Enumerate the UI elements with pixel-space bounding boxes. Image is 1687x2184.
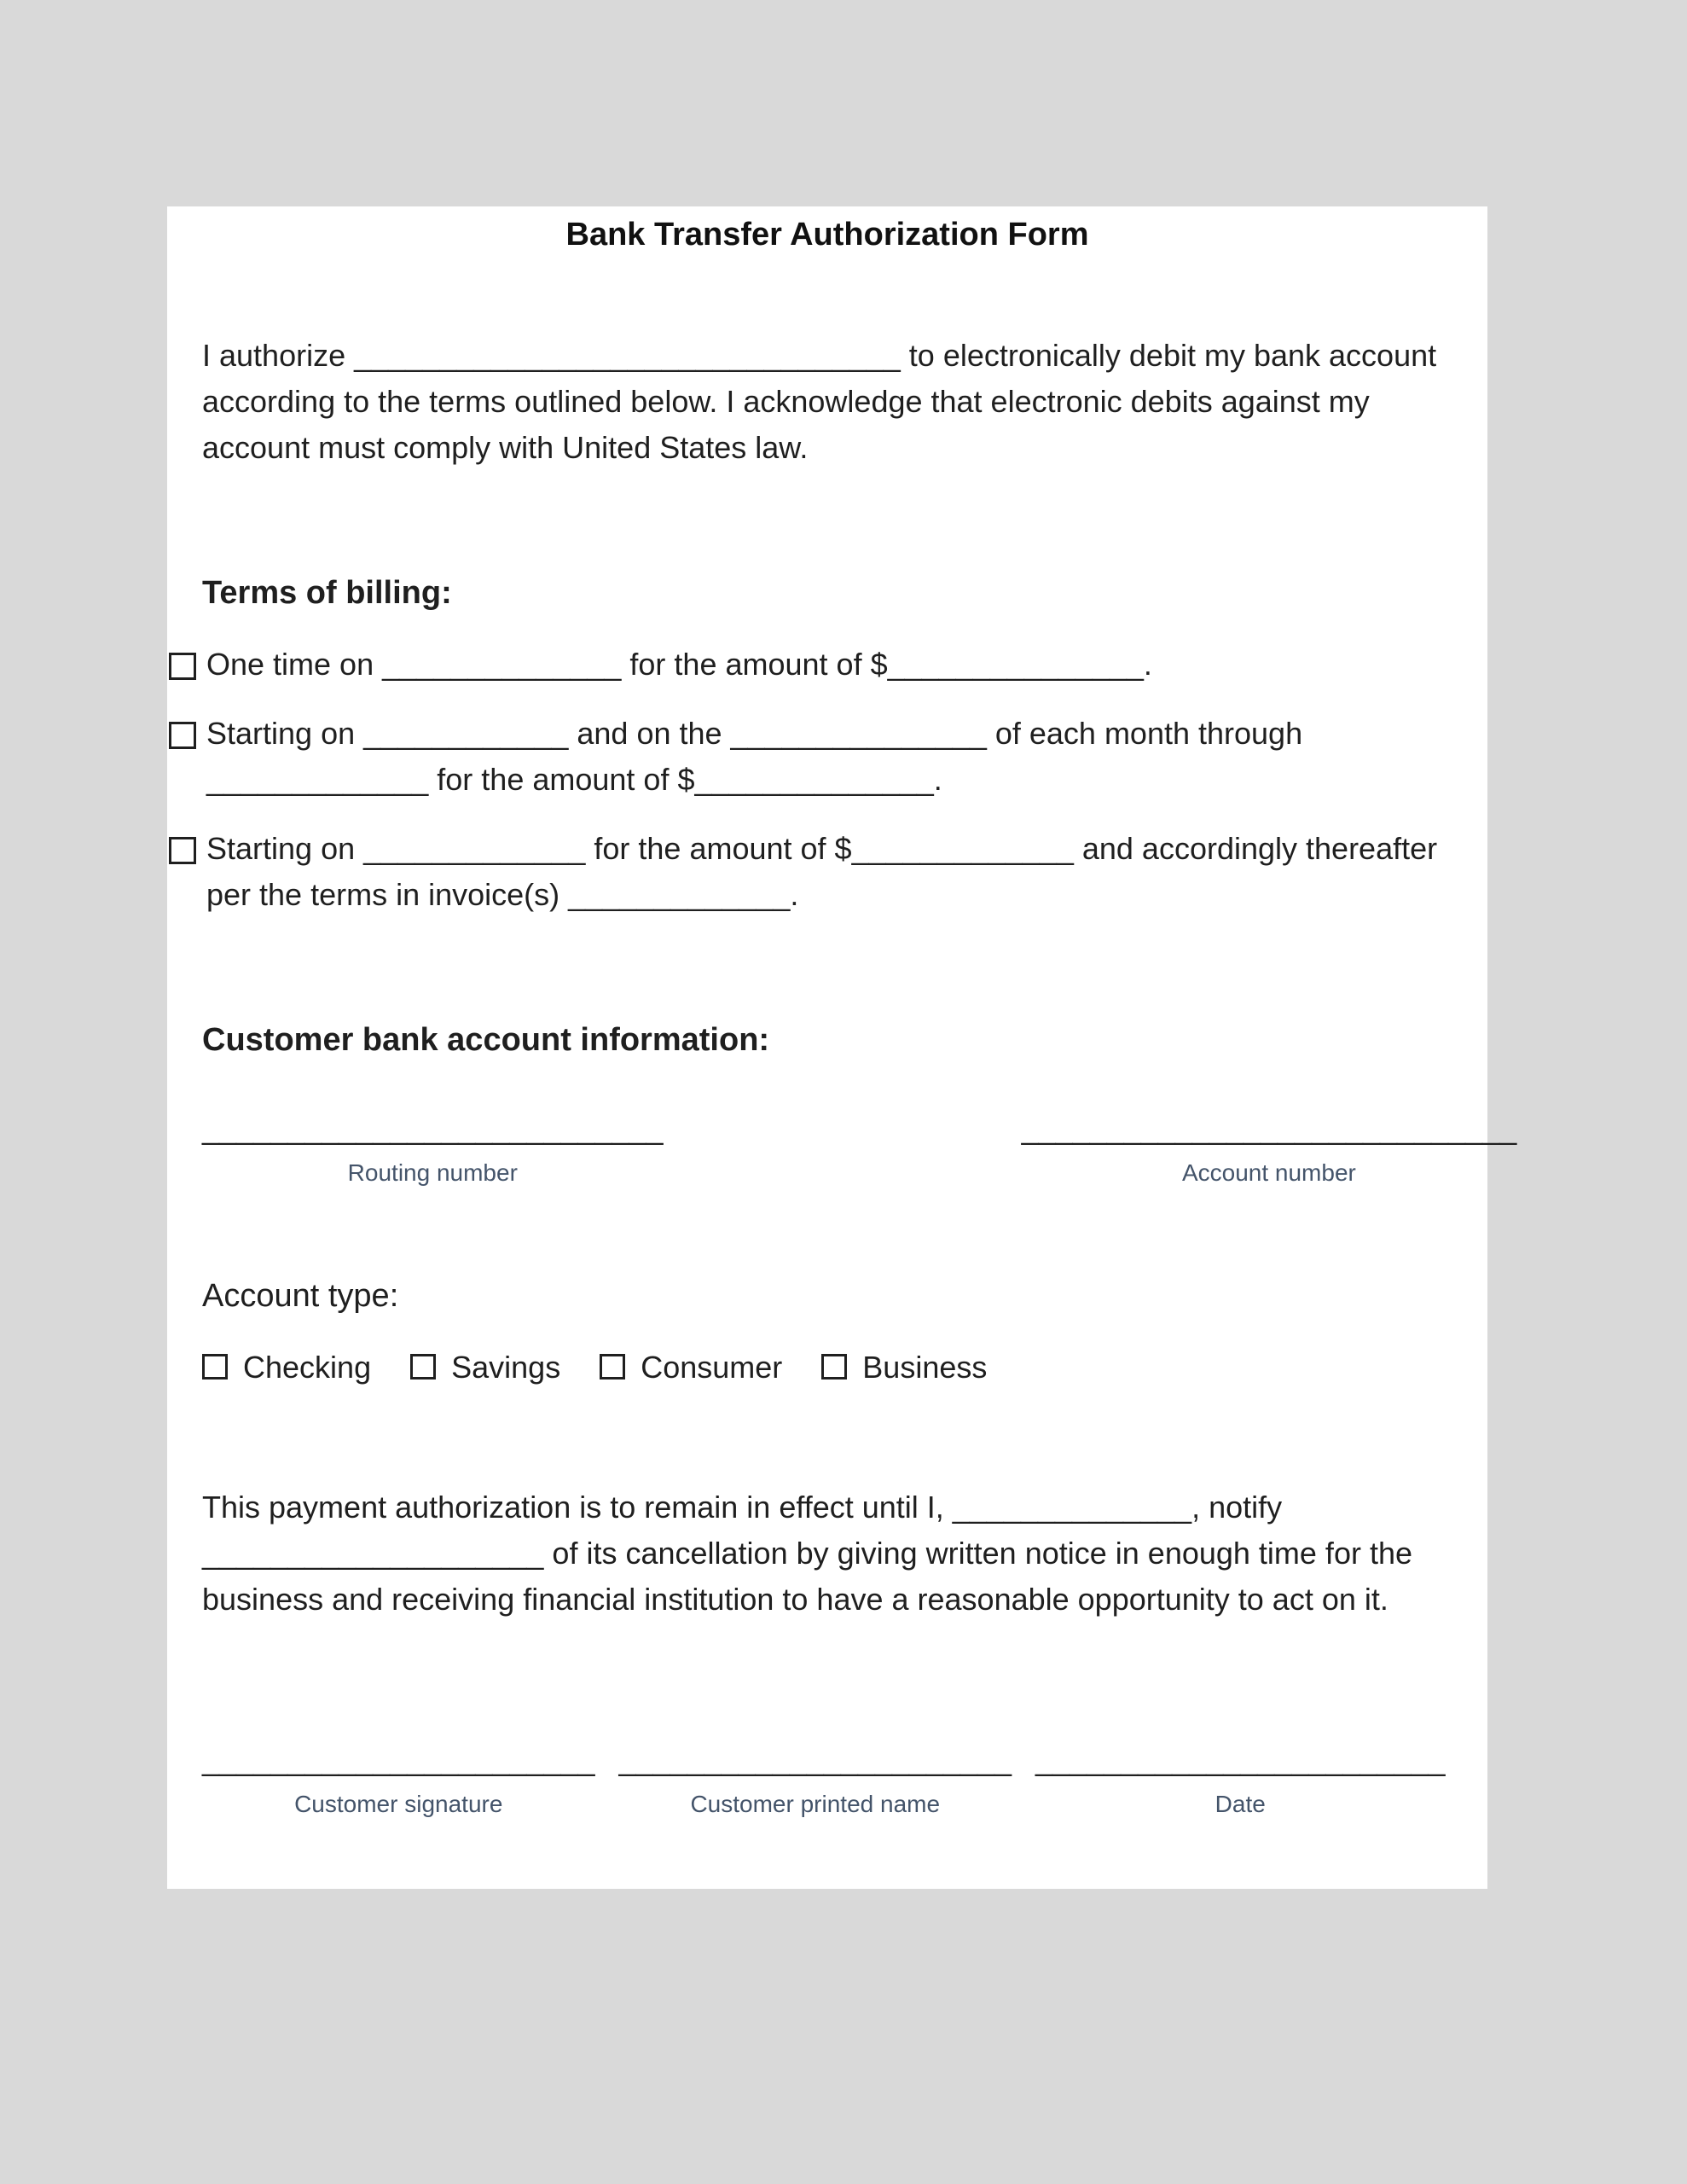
billing-option-monthly (169, 711, 1452, 803)
account-type-heading: Account type: (202, 1278, 399, 1314)
checkbox-icon[interactable] (169, 722, 196, 749)
signature-row (202, 1737, 1452, 1819)
account-type-savings-label: Savings (451, 1350, 561, 1385)
terms-of-billing-heading: Terms of billing: (202, 575, 452, 611)
document-title: Bank Transfer Authorization Form (565, 217, 1089, 253)
billing-option-monthly-text: Starting on ____________ and on the _______________ of each month through _____________ for the amount of $______________. (206, 716, 1303, 797)
account-type-business-label: Business (862, 1350, 988, 1385)
account-type-consumer-label: Consumer (641, 1350, 783, 1385)
customer-printed-name-label: Customer printed name (690, 1791, 941, 1817)
account-type-option-business (821, 1345, 987, 1391)
date-label: Date (1215, 1791, 1266, 1817)
account-type-option-savings (410, 1345, 560, 1391)
account-number-label: Account number (1181, 1159, 1356, 1186)
checkbox-icon[interactable] (202, 1354, 228, 1380)
account-number-blank-line[interactable]: _____________________________ (1021, 1111, 1517, 1146)
checkbox-icon[interactable] (410, 1354, 436, 1380)
billing-option-one-time (169, 642, 1452, 688)
routing-number-field (202, 1106, 664, 1188)
bank-account-info-heading: Customer bank account information: (202, 1022, 770, 1058)
account-type-option-consumer (600, 1345, 782, 1391)
date-field (1035, 1737, 1446, 1819)
routing-number-label: Routing number (347, 1159, 518, 1186)
authorization-intro-paragraph: I authorize ________________________________ to electronically debit my bank account according to the terms outlined below. I acknowledge that electronic debits against my account must comply with United States law. (202, 338, 1437, 465)
customer-signature-label: Customer signature (294, 1791, 503, 1817)
customer-signature-field (202, 1737, 595, 1819)
checkbox-icon[interactable] (821, 1354, 847, 1380)
routing-number-blank-line[interactable]: ___________________________ (202, 1111, 664, 1146)
cancellation-authorization-paragraph: This payment authorization is to remain in effect until I, ______________, notify ____________________ of its cancellation by giving written notice in enough time for the business and receiving financial institution to have a reasonable opportunity to act on it. (202, 1490, 1412, 1617)
account-number-field (1022, 1106, 1517, 1188)
billing-option-per-invoice-text: Starting on _____________ for the amount of $_____________ and accordingly thereafter per the terms in invoice(s) _____________. (206, 831, 1438, 912)
billing-option-per-invoice (169, 826, 1452, 918)
bank-account-blanks-row (202, 1106, 1517, 1188)
checkbox-icon[interactable] (600, 1354, 625, 1380)
billing-options-list (202, 642, 1452, 918)
customer-printed-name-blank-line[interactable]: _______________________ (618, 1742, 1012, 1777)
checkbox-icon[interactable] (169, 837, 196, 864)
document-page (167, 206, 1517, 1889)
billing-option-one-time-text: One time on ______________ for the amount of $_______________. (206, 647, 1152, 682)
date-blank-line[interactable]: ________________________ (1035, 1742, 1446, 1777)
account-type-checking-label: Checking (243, 1350, 372, 1385)
customer-printed-name-field (619, 1737, 1012, 1819)
customer-signature-blank-line[interactable]: _______________________ (202, 1742, 595, 1777)
account-type-options-row (202, 1345, 1452, 1391)
account-type-option-checking (202, 1345, 371, 1391)
checkbox-icon[interactable] (169, 653, 196, 680)
